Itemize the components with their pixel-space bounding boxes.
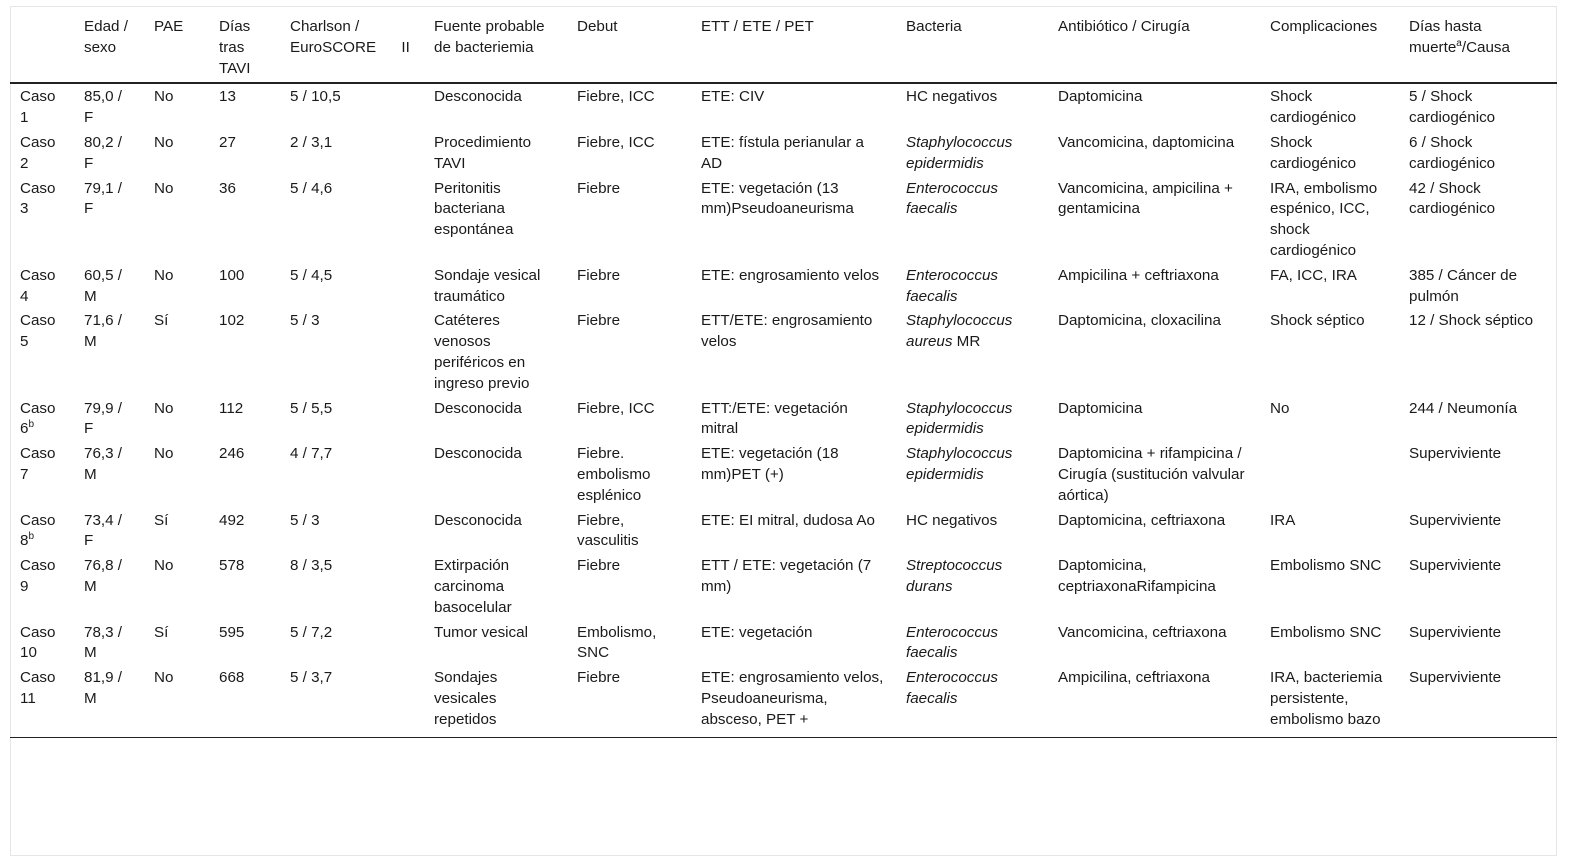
complications-cell: Shock cardiogénico	[1270, 133, 1357, 172]
days-cell: 595	[219, 623, 245, 641]
table-row	[10, 264, 1557, 310]
age-sex-cell: 76,3 / M	[84, 445, 122, 483]
debut-cell: Fiebre	[577, 557, 621, 575]
case-cell: Caso 5	[20, 312, 56, 351]
days-cell: 492	[219, 511, 245, 529]
age-sex-cell: 71,6 / M	[84, 312, 122, 351]
charlson-euroscore-cell: 5 / 7,2	[290, 623, 333, 641]
charlson-euroscore-cell: 5 / 5,5	[290, 399, 333, 417]
imaging-cell: ETE: engrosamiento velos	[701, 266, 880, 284]
source-cell: Desconocida	[434, 88, 522, 106]
header-bacteria: Bacteria	[896, 10, 1048, 83]
table-row	[10, 509, 1557, 555]
days-cell: 100	[219, 266, 245, 284]
antibiotic-cell: Daptomicina	[1058, 88, 1143, 106]
debut-cell: Fiebre, ICC	[577, 133, 655, 151]
pae-cell: No	[154, 445, 174, 463]
table-row	[10, 666, 1557, 737]
days-cell: 578	[219, 557, 245, 575]
days-cell: 112	[219, 399, 244, 417]
source-cell: Peritonitis bacteriana espontánea	[434, 179, 514, 239]
debut-cell: Fiebre, ICC	[577, 399, 655, 417]
antibiotic-cell: Vancomicina, ampicilina + gentamicina	[1058, 179, 1233, 218]
source-cell: Extirpación carcinoma basocelular	[434, 557, 512, 616]
charlson-euroscore-cell: 5 / 10,5	[290, 88, 341, 106]
imaging-cell: ETE: EI mitral, dudosa Ao	[701, 511, 875, 529]
charlson-euroscore-cell: 4 / 7,7	[290, 445, 333, 463]
source-cell: Desconocida	[434, 511, 522, 529]
charlson-euroscore-cell: 5 / 4,6	[290, 179, 333, 197]
imaging-cell: ETT / ETE: vegetación (7 mm)	[701, 557, 872, 595]
age-sex-cell: 79,9 / F	[84, 399, 122, 438]
debut-cell: Fiebre	[577, 312, 621, 330]
pae-cell: No	[154, 266, 174, 284]
debut-cell: Fiebre	[567, 666, 691, 737]
imaging-cell: ETE: fístula perianular a AD	[701, 133, 864, 172]
pae-cell: Sí	[154, 511, 169, 529]
header-days-to-death: Días hasta muerte$^a$/Causa	[1399, 10, 1557, 83]
complications-cell: FA, ICC, IRA	[1270, 266, 1357, 284]
age-sex-cell: 81,9 / M	[74, 666, 144, 737]
header-complications: Complicaciones	[1260, 10, 1399, 83]
bacteria-cell: Staphylococcus epidermidis	[906, 399, 1013, 438]
case-cell: Caso 1	[20, 88, 56, 127]
pae-cell: No	[144, 666, 209, 737]
imaging-cell: ETE: vegetación	[701, 623, 813, 641]
bacteria-cell: Enterococcus faecalis	[906, 266, 999, 305]
source-cell: Desconocida	[434, 445, 522, 463]
debut-cell: Fiebre	[577, 266, 621, 284]
complications-cell: IRA, bacteriemia persistente, embolismo bazo	[1260, 666, 1399, 737]
imaging-cell: ETE: vegetación (13 mm)Pseudoaneurisma	[701, 179, 854, 218]
outcome-cell: 5 / Shock cardiogénico	[1409, 88, 1496, 127]
table-row	[10, 621, 1557, 667]
antibiotic-cell: Daptomicina + rifampicina / Cirugía (sustitución valvular aórtica)	[1058, 445, 1245, 504]
header-debut: Debut	[567, 10, 691, 83]
age-sex-cell: 60,5 / M	[84, 266, 122, 305]
charlson-euroscore-cell: 5 / 4,5	[290, 266, 333, 284]
complications-cell: Embolismo SNC	[1270, 557, 1382, 575]
table-row	[10, 442, 1557, 508]
source-cell: Desconocida	[434, 399, 522, 417]
imaging-cell: ETT:/ETE: vegetación mitral	[701, 399, 848, 438]
debut-cell: Fiebre, ICC	[577, 88, 655, 106]
age-sex-cell: 73,4 / F	[84, 511, 122, 550]
outcome-cell: 385 / Cáncer de pulmón	[1409, 266, 1518, 305]
days-cell: 668	[209, 666, 280, 737]
header-days-after-tavi: Días tras TAVI	[209, 10, 280, 83]
charlson-euroscore-cell: 5 / 3	[290, 312, 320, 330]
table-row	[10, 554, 1557, 620]
days-cell: 13	[219, 88, 236, 106]
case-cell: Caso 8$^b$	[20, 511, 56, 550]
antibiotic-cell: Daptomicina, cloxacilina	[1058, 312, 1221, 330]
pae-cell: No	[154, 133, 174, 151]
tavi-endocarditis-table	[10, 10, 1557, 738]
source-cell: Sondajes vesicales repetidos	[424, 666, 567, 737]
bacteria-cell: Enterococcus faecalis	[896, 666, 1048, 737]
antibiotic-cell: Ampicilina, ceftriaxona	[1048, 666, 1260, 737]
days-cell: 36	[219, 179, 236, 197]
source-cell: Tumor vesical	[434, 623, 528, 641]
debut-cell: Fiebre. embolismo esplénico	[577, 445, 651, 504]
outcome-cell: Superviviente	[1409, 623, 1502, 641]
header-charlson-euroscore: Charlson / EuroSCORE II	[280, 10, 424, 83]
debut-cell: Fiebre	[577, 179, 621, 197]
source-cell: Sondaje vesical traumático	[434, 266, 541, 305]
table-row	[10, 83, 1557, 131]
outcome-cell: 6 / Shock cardiogénico	[1409, 133, 1496, 172]
pae-cell: No	[154, 557, 174, 575]
source-cell: Procedimiento TAVI	[434, 133, 532, 172]
header-age-sex: Edad / sexo	[74, 10, 144, 83]
source-cell: Catéteres venosos periféricos en ingreso previo	[434, 312, 530, 392]
header-row	[10, 10, 1557, 83]
table-row	[10, 397, 1557, 443]
table-row	[10, 131, 1557, 177]
age-sex-cell: 76,8 / M	[84, 557, 122, 595]
bacteria-cell: HC negativos	[906, 88, 998, 106]
pae-cell: No	[154, 399, 174, 417]
antibiotic-cell: Vancomicina, daptomicina	[1058, 133, 1235, 151]
days-cell: 102	[219, 312, 245, 330]
outcome-cell: 12 / Shock séptico	[1409, 312, 1534, 330]
table-row	[10, 309, 1557, 396]
imaging-cell: ETT/ETE: engrosamiento velos	[701, 312, 873, 351]
pae-cell: Sí	[154, 623, 169, 641]
outcome-cell: Superviviente	[1409, 511, 1502, 529]
antibiotic-cell: Daptomicina, ceptriaxonaRifampicina	[1058, 557, 1216, 595]
imaging-cell: ETE: vegetación (18 mm)PET (+)	[701, 445, 839, 483]
table-row	[10, 177, 1557, 264]
complications-cell: IRA	[1270, 511, 1296, 529]
age-sex-cell: 78,3 / M	[84, 623, 122, 662]
header-antibiotic-surgery: Antibiótico / Cirugía	[1048, 10, 1260, 83]
imaging-cell: ETE: engrosamiento velos, Pseudoaneurisma, absceso, PET +	[691, 666, 896, 737]
days-cell: 27	[219, 133, 236, 151]
outcome-cell: 244 / Neumonía	[1409, 399, 1518, 417]
case-cell: Caso 10	[20, 623, 56, 662]
imaging-cell: ETE: CIV	[701, 88, 765, 106]
debut-cell: Embolismo, SNC	[577, 623, 657, 662]
bacteria-cell: Staphylococcus epidermidis	[906, 133, 1013, 172]
age-sex-cell: 79,1 / F	[84, 179, 122, 218]
outcome-cell: Superviviente	[1409, 557, 1502, 575]
age-sex-cell: 85,0 / F	[84, 88, 122, 127]
complications-cell: Embolismo SNC	[1270, 623, 1382, 641]
case-cell: Caso 9	[20, 557, 56, 595]
case-cell: Caso 4	[20, 266, 56, 305]
pae-cell: No	[154, 179, 174, 197]
charlson-euroscore-cell: 8 / 3,5	[290, 557, 333, 575]
bacteria-cell: Staphylococcus aureus MR	[906, 312, 1013, 351]
outcome-cell: Superviviente	[1399, 666, 1557, 737]
complications-cell: Shock cardiogénico	[1270, 88, 1357, 127]
header-pae: PAE	[144, 10, 209, 83]
antibiotic-cell: Ampicilina + ceftriaxona	[1058, 266, 1219, 284]
case-cell: Caso 7	[20, 445, 56, 483]
age-sex-cell: 80,2 / F	[84, 133, 122, 172]
days-cell: 246	[219, 445, 245, 463]
case-cell: Caso 3	[20, 179, 56, 218]
complications-cell: No	[1270, 399, 1290, 417]
antibiotic-cell: Daptomicina, ceftriaxona	[1058, 511, 1226, 529]
complications-cell	[1260, 442, 1399, 508]
complications-cell: Shock séptico	[1270, 312, 1365, 330]
charlson-euroscore-cell: 5 / 3,7	[280, 666, 424, 737]
complications-cell: IRA, embolismo espénico, ICC, shock cardiogénico	[1270, 179, 1378, 259]
header-bacteremia-source: Fuente probable de bacteriemia	[424, 10, 567, 83]
outcome-cell: 42 / Shock cardiogénico	[1409, 179, 1496, 218]
antibiotic-cell: Daptomicina	[1058, 399, 1143, 417]
charlson-euroscore-cell: 5 / 3	[290, 511, 320, 529]
case-cell: Caso 6$^b$	[20, 399, 56, 438]
table-body	[10, 83, 1557, 737]
bacteria-cell: Streptococcus durans	[906, 557, 1003, 595]
header-case	[10, 10, 74, 83]
header-imaging: ETT / ETE / PET	[691, 10, 896, 83]
case-cell: Caso 2	[20, 133, 56, 172]
bacteria-cell: HC negativos	[906, 511, 998, 529]
bacteria-cell: Enterococcus faecalis	[906, 179, 999, 218]
pae-cell: No	[154, 88, 174, 106]
bacteria-cell: Staphylococcus epidermidis	[906, 445, 1013, 483]
outcome-cell: Superviviente	[1409, 445, 1502, 463]
case-cell: Caso 11	[10, 666, 74, 737]
charlson-euroscore-cell: 2 / 3,1	[290, 133, 333, 151]
bacteria-cell: Enterococcus faecalis	[906, 623, 999, 662]
pae-cell: Sí	[154, 312, 169, 330]
debut-cell: Fiebre, vasculitis	[577, 511, 639, 550]
antibiotic-cell: Vancomicina, ceftriaxona	[1058, 623, 1227, 641]
